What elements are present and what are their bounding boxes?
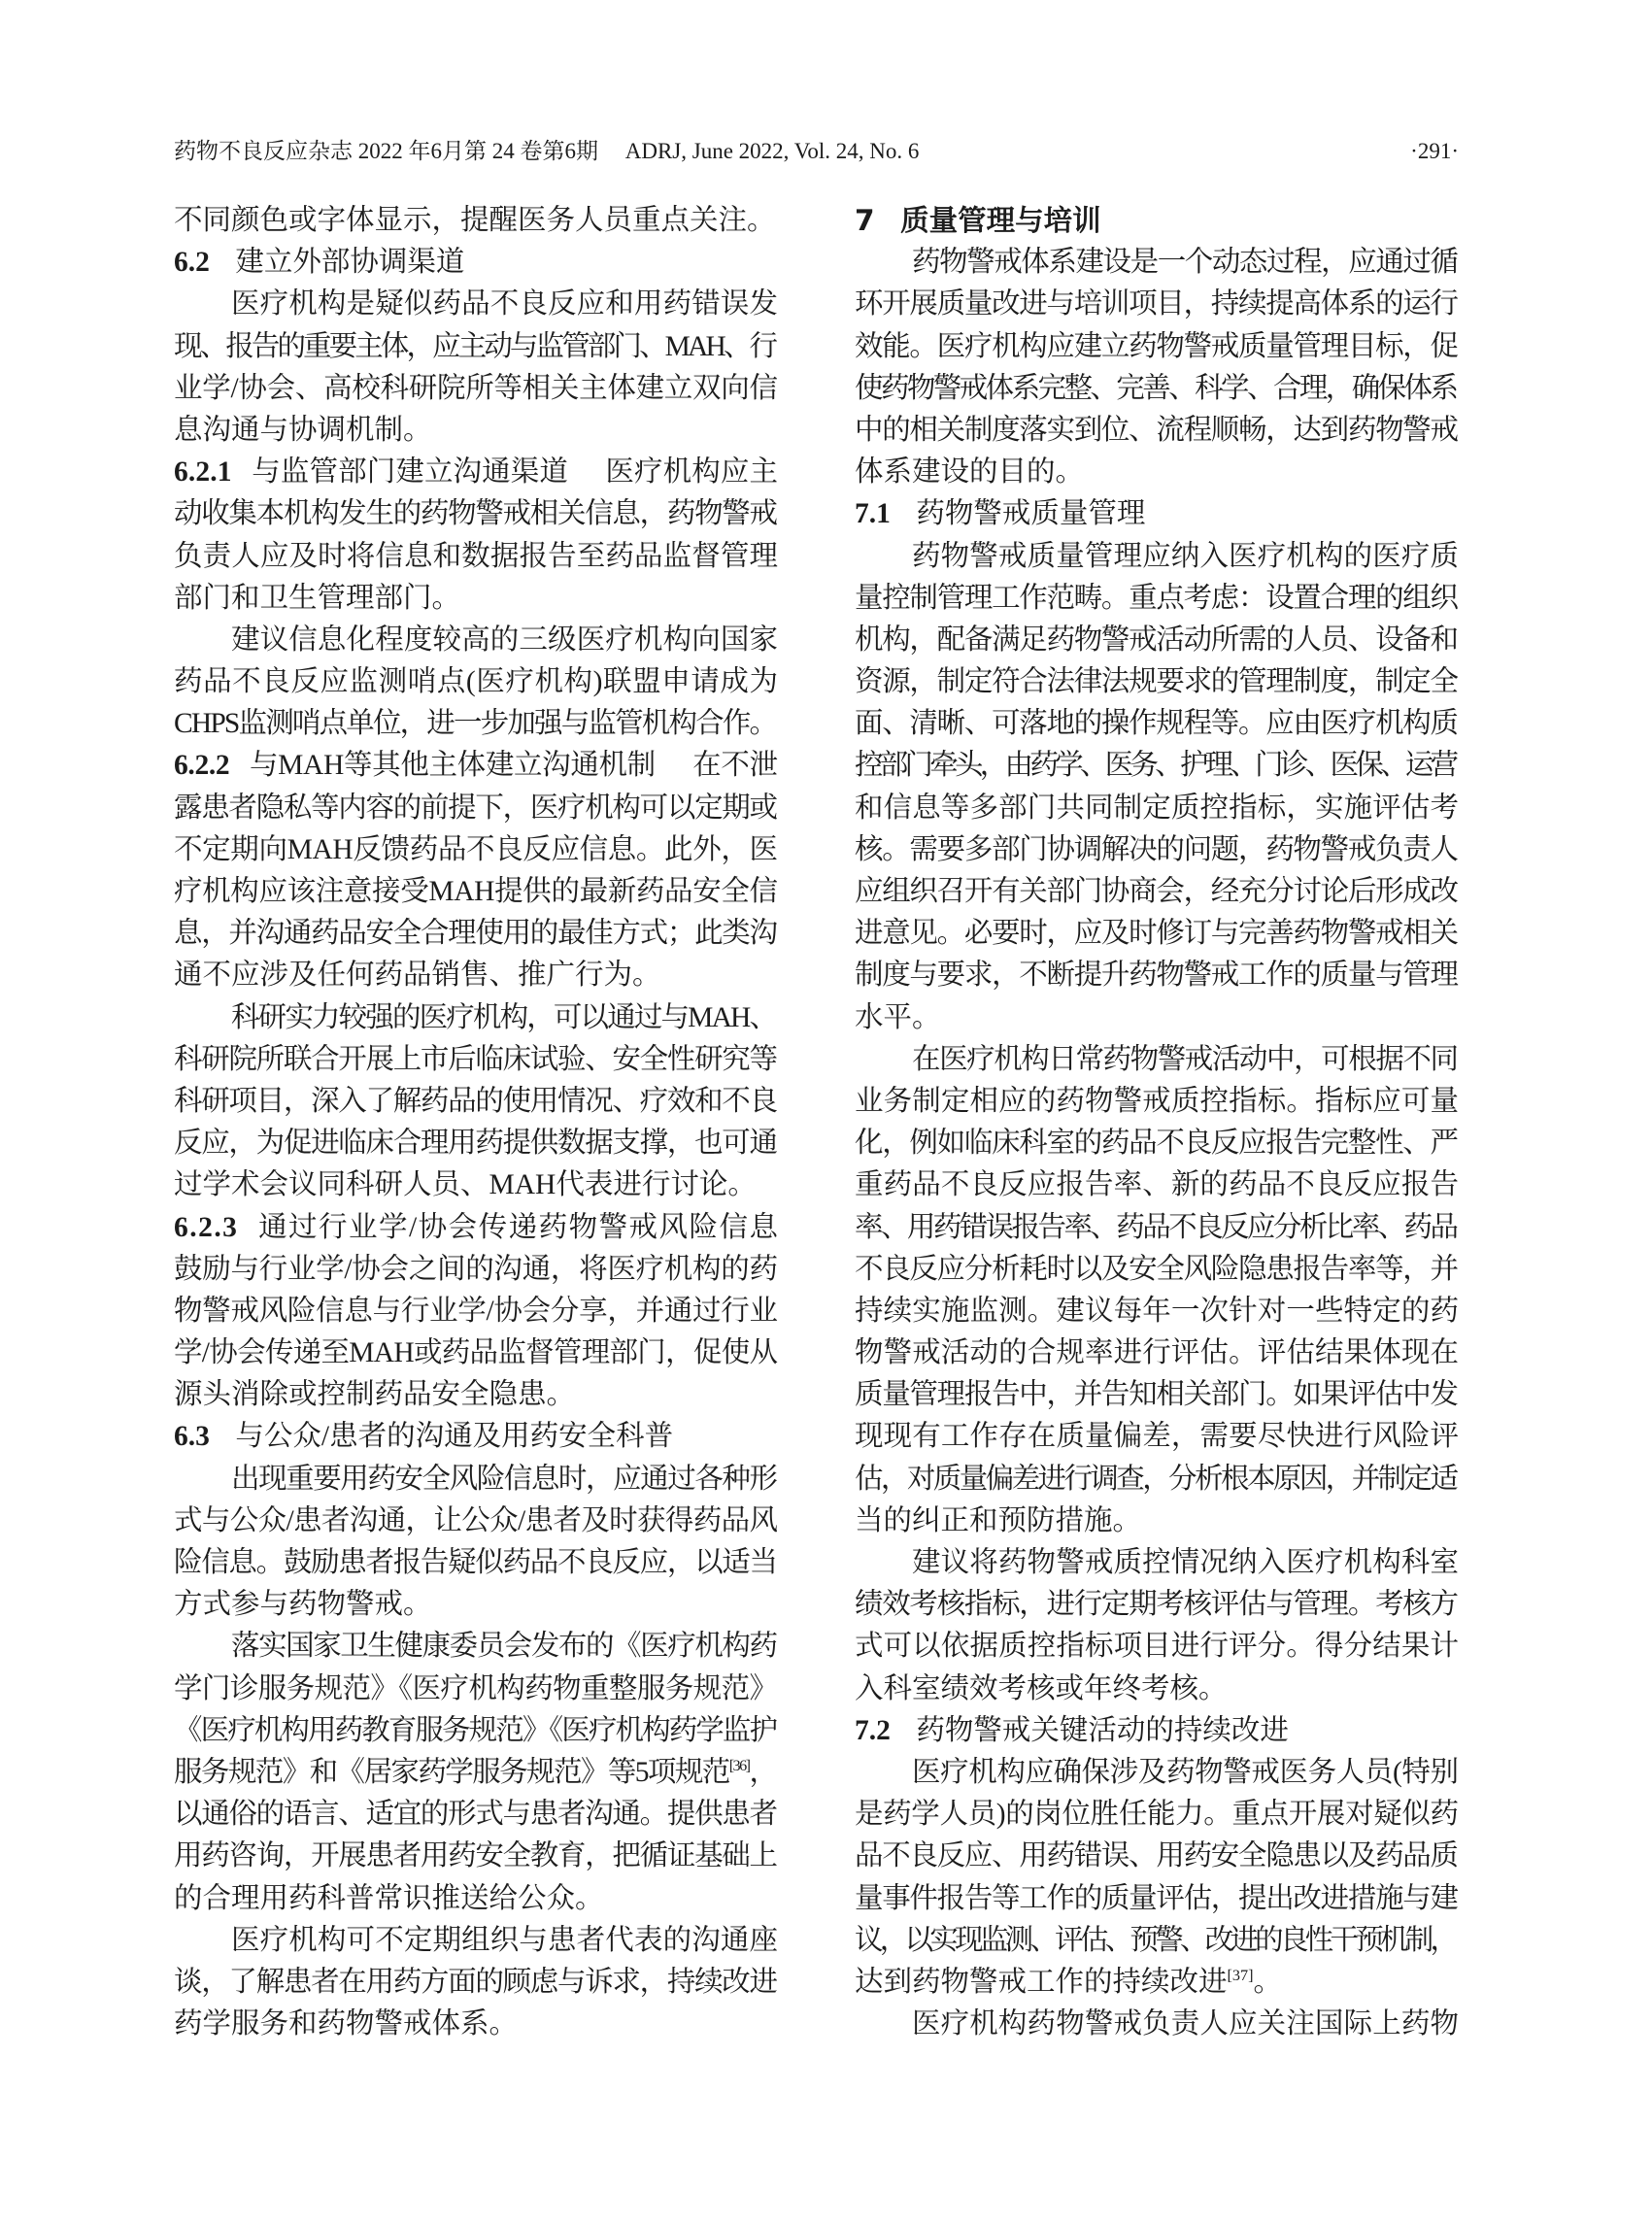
heading-number: 6.3	[174, 1421, 210, 1453]
citation-superscript: [37]	[1227, 1967, 1254, 1985]
text-line: 药学服务和药物警戒体系。	[174, 2008, 519, 2040]
text-line: 制度与要求，不断提升药物警戒工作的质量与管理	[855, 960, 1458, 992]
text-line: 物警戒风险信息与行业学/协会分享，并通过行业	[174, 1295, 778, 1327]
paragraph	[855, 2004, 1459, 2045]
subsection-heading	[855, 493, 1459, 535]
text-line: 率、用药错误报告率、药品不良反应分析比率、药品	[855, 1211, 1457, 1243]
subsection-heading	[174, 1416, 778, 1458]
text-line: 持续实施监测。建议每年一次针对一些特定的药	[855, 1295, 1460, 1327]
text-line: 面、清晰、可落地的操作规程等。应由医疗机构质	[855, 708, 1458, 740]
heading-number: 6.2	[174, 247, 210, 279]
heading-title: 药物警戒关键活动的持续改进	[916, 1714, 1289, 1746]
text-line: 医疗机构可不定期组织与患者代表的沟通座	[231, 1924, 779, 1956]
text-line: 建议将药物警戒质控情况纳入医疗机构科室	[912, 1547, 1460, 1578]
citation-superscript: [36]	[728, 1757, 750, 1775]
heading-number: 7	[855, 204, 875, 237]
text-line: 药物警戒体系建设是一个动态过程，应通过循	[912, 247, 1458, 279]
left-column	[174, 200, 778, 2045]
text-line: 谈，了解患者在用药方面的顾虑与诉求，持续改进	[174, 1966, 777, 1998]
text-line: CHPS监测哨点单位，进一步加强与监管机构合作。	[174, 708, 777, 740]
heading-title: 质量管理与培训	[900, 204, 1101, 237]
text-line: 疗机构应该注意接受MAH提供的最新药品安全信	[174, 876, 778, 907]
paragraph	[174, 452, 778, 620]
heading-number: 7.1	[855, 498, 891, 530]
runin-heading-number: 6.2.1	[174, 456, 232, 489]
text-line: 源头消除或控制药品安全隐患。	[174, 1379, 576, 1411]
paragraph	[174, 1459, 778, 1627]
text-line: 式与公众/患者沟通，让公众/患者及时获得药品风	[174, 1504, 778, 1536]
text-line: 医疗机构是疑似药品不良反应和用药错误发	[231, 288, 779, 320]
text-line: 反应，为促进临床合理用药提供数据支撑，也可通	[174, 1128, 777, 1160]
text-line: 息，并沟通药品安全合理使用的最佳方式；此类沟	[174, 918, 777, 950]
runin-heading-title: 通过行业学/协会传递药物警戒风险信息	[258, 1211, 780, 1243]
paragraph	[174, 284, 778, 452]
text-line: 业学/协会、高校科研院所等相关主体建立双向信	[174, 372, 778, 404]
text-segment: 服务规范》和《居家药学服务规范》等5项规范	[174, 1756, 729, 1788]
page-number: ·291·	[1410, 139, 1459, 163]
text-line: 核。需要多部门协调解决的问题，药物警戒负责人	[855, 833, 1458, 865]
text-line: 水平。	[855, 1001, 941, 1033]
text-line: 药物警戒质量管理应纳入医疗机构的医疗质	[912, 540, 1460, 572]
text-line: 以通俗的语言、适宜的形式与患者沟通。提供患者	[174, 1799, 777, 1831]
text-line: 《医疗机构用药教育服务规范》《医疗机构药学监护	[174, 1714, 777, 1746]
text-line: 式可以依据质控指标项目进行评分。得分结果计	[855, 1631, 1460, 1663]
paragraph	[855, 1039, 1459, 1542]
paragraph	[855, 536, 1459, 1039]
text-line: 医疗机构应确保涉及药物警戒医务人员(特别	[912, 1756, 1459, 1788]
runin-text: 在不泄	[692, 750, 778, 782]
text-line: 建议信息化程度较高的三级医疗机构向国家	[231, 624, 779, 656]
text-line: 不定期向MAH反馈药品不良反应信息。此外，医	[174, 833, 778, 865]
text-line: 当的纠正和预防措施。	[855, 1504, 1142, 1536]
runin-heading-number: 6.2.2	[174, 750, 230, 782]
heading-title: 与公众/患者的沟通及用药安全科普	[235, 1421, 674, 1453]
text-line: 议，以实现监测、评估、预警、改进的良性干预机制，	[855, 1924, 1456, 1956]
text-line: 息沟通与协调机制。	[174, 414, 432, 446]
text-segment: ，	[749, 1756, 777, 1788]
text-line: 重药品不良反应报告率、新的药品不良反应报告	[855, 1169, 1460, 1201]
text-line: 用药咨询，开展患者用药安全教育，把循证基础上	[174, 1840, 777, 1872]
text-line: 落实国家卫生健康委员会发布的《医疗机构药	[231, 1631, 777, 1663]
paragraph	[174, 745, 778, 996]
paragraph	[174, 997, 778, 1207]
runin-heading-title: 与MAH等其他主体建立沟通机制	[249, 750, 656, 782]
text-line: 应组织召开有关部门协商会，经充分讨论后形成改	[855, 876, 1458, 907]
paragraph	[855, 1752, 1459, 2004]
runin-heading-line	[174, 452, 778, 493]
text-line: 过学术会议同科研人员、MAH代表进行讨论。	[174, 1169, 757, 1201]
runin-heading-title: 与监管部门建立沟通渠道	[252, 456, 569, 489]
runin-heading-line	[174, 1207, 778, 1249]
paragraph	[174, 200, 778, 242]
paragraph	[174, 1207, 778, 1417]
text-line: 科研实力较强的医疗机构，可以通过与MAH、	[231, 1001, 777, 1033]
paragraph	[855, 242, 1459, 493]
text-line: 资源，制定符合法律法规要求的管理制度，制定全	[855, 666, 1458, 698]
section-heading	[855, 200, 1459, 242]
text-line: 环开展质量改进与培训项目，持续提高体系的运行	[855, 288, 1458, 320]
text-line: 量事件报告等工作的质量评估，提出改进措施与建	[855, 1882, 1458, 1914]
runin-heading-number: 6.2.3	[174, 1211, 239, 1243]
text-line: 是药学人员)的岗位胜任能力。重点开展对疑似药	[855, 1799, 1459, 1831]
text-line: 负责人应及时将信息和数据报告至药品监督管理	[174, 540, 779, 572]
text-line: 部门和卫生管理部门。	[174, 582, 461, 614]
runin-heading-line	[174, 745, 778, 787]
text-line: 进意见。必要时，应及时修订与完善药物警戒相关	[855, 918, 1458, 950]
heading-title: 药物警戒质量管理	[916, 498, 1146, 530]
text-line: 不同颜色或字体显示，提醒医务人员重点关注。	[174, 205, 776, 236]
text-line: 鼓励与行业学/协会之间的沟通，将医疗机构的药	[174, 1253, 778, 1285]
running-header	[174, 136, 1459, 167]
text-line: 险信息。鼓励患者报告疑似药品不良反应，以适当	[174, 1547, 777, 1578]
text-line: 动收集本机构发生的药物警戒相关信息，药物警戒	[174, 498, 777, 530]
journal-title-en: ADRJ, June 2022, Vol. 24, No. 6	[624, 139, 920, 163]
paragraph	[174, 1920, 778, 2046]
runin-text: 医疗机构应主	[605, 456, 779, 489]
text-line: 量控制管理工作范畴。重点考虑：设置合理的组织	[855, 582, 1458, 614]
text-line: 方式参与药物警戒。	[174, 1589, 432, 1621]
subsection-heading	[855, 1710, 1459, 1752]
text-segment: 达到药物警戒工作的持续改进	[855, 1966, 1228, 1998]
text-line: 使药物警戒体系完整、完善、科学、合理，确保体系	[855, 372, 1457, 404]
text-line: 通不应涉及任何药品销售、推广行为。	[174, 960, 661, 992]
text-line: 科研院所联合开展上市后临床试验、安全性研究等	[174, 1043, 777, 1075]
text-line	[855, 1962, 1459, 2004]
text-segment: 。	[1253, 1966, 1283, 1998]
text-line: 出现重要用药安全风险信息时，应通过各种形	[231, 1463, 777, 1495]
text-line: 现、报告的重要主体，应主动与监管部门、MAH、行	[174, 330, 776, 362]
text-line: 和信息等多部门共同制定质控指标，实施评估考	[855, 792, 1460, 824]
journal-title-cn: 药物不良反应杂志 2022 年6月第 24 卷第6期	[174, 139, 598, 163]
text-line: 医疗机构药物警戒负责人应关注国际上药物	[912, 2008, 1460, 2040]
text-line	[174, 1752, 778, 1794]
text-line: 学/协会传递至MAH或药品监督管理部门，促使从	[174, 1337, 778, 1369]
text-line: 露患者隐私等内容的前提下，医疗机构可以定期或	[174, 792, 777, 824]
text-line: 入科室绩效考核或年终考核。	[855, 1672, 1228, 1704]
paragraph	[855, 1542, 1459, 1710]
heading-number: 7.2	[855, 1714, 891, 1746]
text-line: 药品不良反应监测哨点(医疗机构)联盟申请成为	[174, 666, 779, 698]
text-line: 机构，配备满足药物警戒活动所需的人员、设备和	[855, 624, 1458, 656]
text-line: 估，对质量偏差进行调查，分析根本原因，并制定适	[855, 1463, 1457, 1495]
text-line: 学门诊服务规范》《医疗机构药物重整服务规范》	[174, 1672, 778, 1704]
text-line: 质量管理报告中，并告知相关部门。如果评估中发	[855, 1379, 1458, 1411]
text-line: 的合理用药科普常识推送给公众。	[174, 1882, 604, 1914]
text-line: 绩效考核指标，进行定期考核评估与管理。考核方	[855, 1589, 1458, 1621]
text-line: 效能。医疗机构应建立药物警戒质量管理目标，促	[855, 330, 1458, 362]
text-line: 科研项目，深入了解药品的使用情况、疗效和不良	[174, 1085, 777, 1117]
text-line: 不良反应分析耗时以及安全风险隐患报告率等，并	[855, 1253, 1458, 1285]
subsection-heading	[174, 242, 778, 284]
text-line: 体系建设的目的。	[855, 456, 1085, 489]
text-line: 在医疗机构日常药物警戒活动中，可根据不同	[912, 1043, 1458, 1075]
right-column	[855, 200, 1459, 2045]
text-line: 物警戒活动的合规率进行评估。评估结果体现在	[855, 1337, 1460, 1369]
text-line: 现现有工作存在质量偏差，需要尽快进行风险评	[855, 1421, 1460, 1453]
text-line: 化，例如临床科室的药品不良反应报告完整性、严	[855, 1128, 1458, 1160]
paragraph	[174, 1626, 778, 1919]
text-line: 中的相关制度落实到位、流程顺畅，达到药物警戒	[855, 414, 1458, 446]
heading-title: 建立外部协调渠道	[235, 247, 465, 279]
text-line: 业务制定相应的药物警戒质控指标。指标应可量	[855, 1085, 1460, 1117]
journal-citation	[174, 136, 919, 167]
paragraph	[174, 620, 778, 746]
text-line: 品不良反应、用药错误、用药安全隐患以及药品质	[855, 1840, 1458, 1872]
text-line: 控部门牵头，由药学、医务、护理、门诊、医保、运营	[855, 750, 1456, 782]
